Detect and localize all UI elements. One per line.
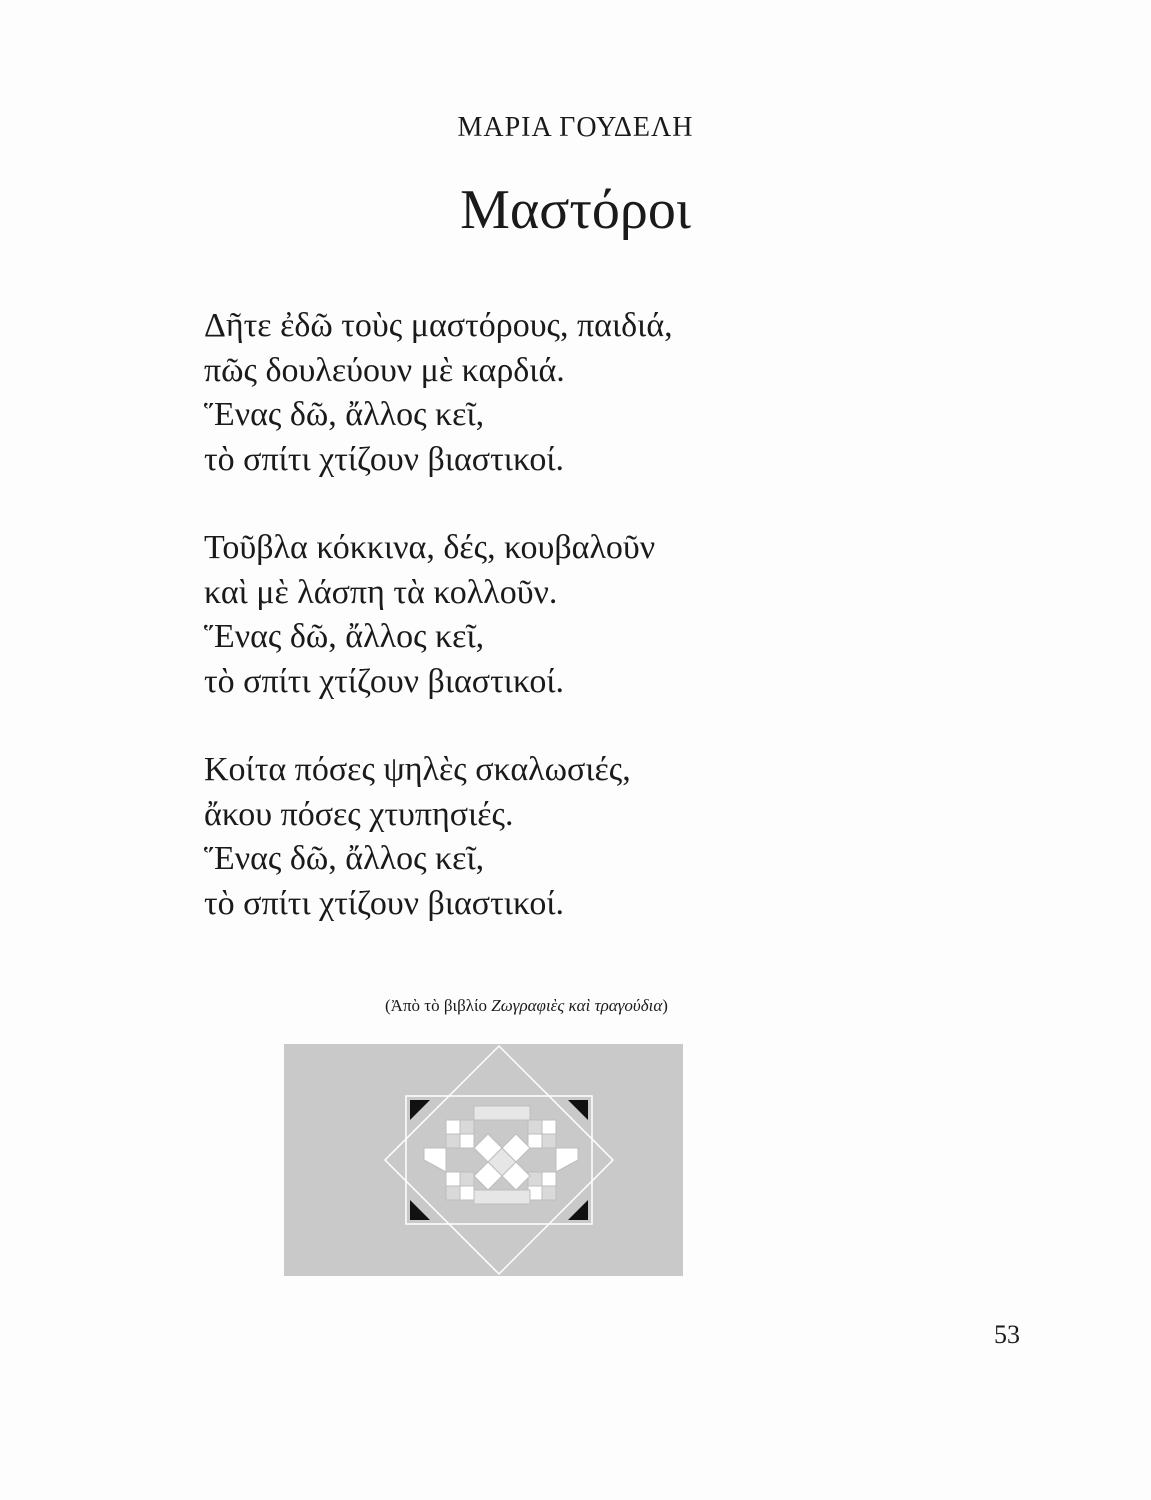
source-citation xyxy=(385,996,668,1016)
poem-line: τὸ σπίτι χτίζουν βιαστικοί. xyxy=(204,884,564,922)
author-name: ΜΑΡΙΑ ΓΟΥΔΕΛΗ xyxy=(457,112,694,143)
poem-line: Τοῦβλα κόκκινα, δές, κουβαλοῦν xyxy=(204,529,656,566)
poem-line: Ἕνας δῶ, ἄλλος κεῖ, xyxy=(204,618,485,655)
source-suffix: ) xyxy=(662,996,668,1015)
stanza-2 xyxy=(204,526,844,704)
page-number: 53 xyxy=(994,1320,1020,1349)
source-book-title: Ζωγραφιὲς καὶ τραγούδια xyxy=(491,996,663,1015)
poem-line: Δῆτε ἐδῶ τοὺς μαστόρους, παιδιά, xyxy=(204,307,673,344)
poem-line: πῶς δουλεύουν μὲ καρδιά. xyxy=(204,351,565,389)
poem-line: ἄκου πόσες χτυπησιές. xyxy=(204,795,514,833)
poem-line: Ἕνας δῶ, ἄλλος κεῖ, xyxy=(204,396,485,433)
poem-line: τὸ σπίτι χτίζουν βιαστικοί. xyxy=(204,662,564,700)
stanza-1 xyxy=(204,304,844,482)
poem-line: Κοίτα πόσες ψηλὲς σκαλωσιές, xyxy=(204,751,631,788)
poem-line: τὸ σπίτι χτίζουν βιαστικοί. xyxy=(204,440,564,478)
source-prefix: (Ἀπὸ τὸ βιβλίο xyxy=(385,996,492,1015)
ornament-background xyxy=(284,1044,683,1276)
poem-title: Μαστόροι xyxy=(460,179,691,241)
decorative-ornament xyxy=(284,1044,683,1276)
poem-line: Ἕνας δῶ, ἄλλος κεῖ, xyxy=(204,840,485,877)
stanza-3 xyxy=(204,748,844,926)
poem-body xyxy=(204,304,844,970)
poem-line: καὶ μὲ λάσπη τὰ κολλοῦν. xyxy=(204,573,558,611)
